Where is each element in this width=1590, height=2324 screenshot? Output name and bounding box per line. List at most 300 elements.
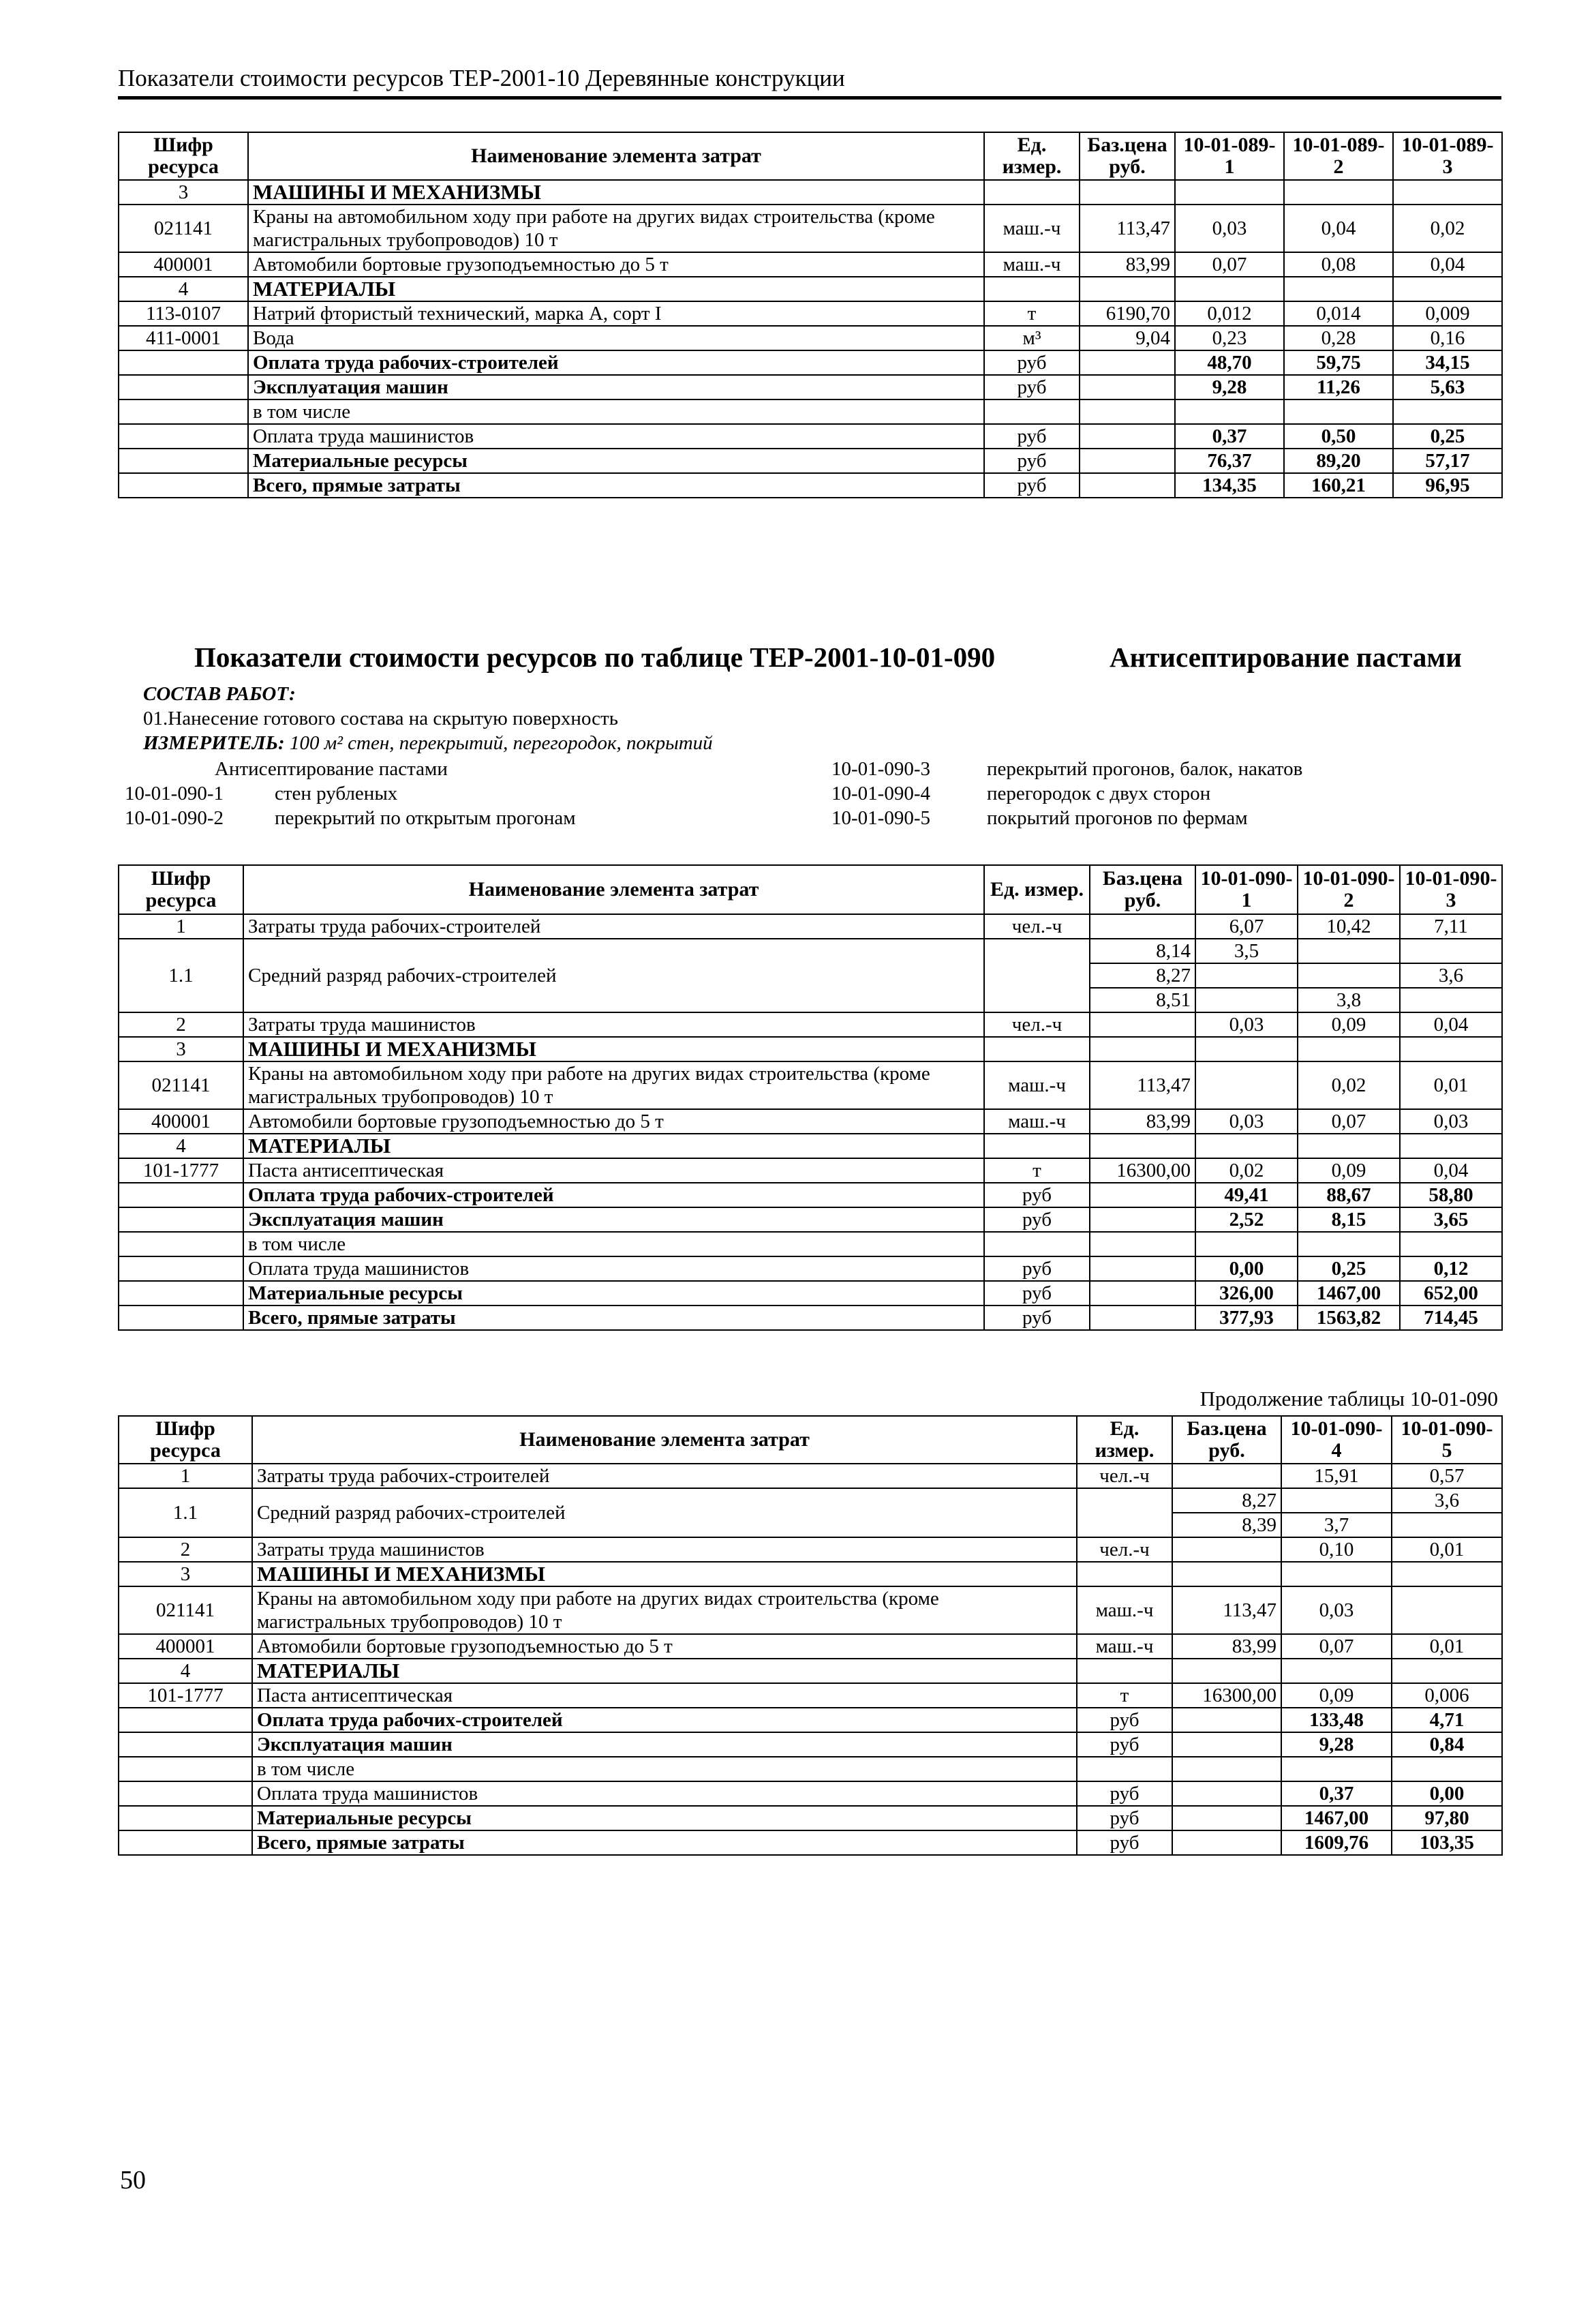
cell-norm-1: 377,93 <box>1195 1306 1298 1330</box>
table-row <box>119 1232 1502 1256</box>
table-row <box>119 1830 1502 1855</box>
cell-unit <box>984 1134 1090 1158</box>
cell-code: 021141 <box>119 1586 252 1634</box>
cell-grade: 8,27 <box>1172 1488 1281 1513</box>
cell-norm-2: 3,6 <box>1392 1488 1502 1513</box>
cell-name: Средний разряд рабочих-строителей <box>243 939 984 1012</box>
cell-norm-1: 48,70 <box>1175 350 1284 375</box>
cell-price <box>1080 350 1175 375</box>
cell-unit <box>984 399 1080 424</box>
cell-code <box>119 1781 252 1806</box>
cell-norm-3 <box>1400 1232 1502 1256</box>
cell-norm-3: 5,63 <box>1393 375 1502 399</box>
cost-table-089 <box>118 132 1503 498</box>
cell-norm-1: 15,91 <box>1281 1464 1392 1488</box>
cell-norm-2: 0,09 <box>1298 1158 1400 1183</box>
cell-norm-3 <box>1400 988 1502 1012</box>
table-header-row <box>119 1416 1502 1464</box>
cell-norm-2: 0,006 <box>1392 1683 1502 1708</box>
cell-unit: руб <box>984 424 1080 449</box>
cell-code <box>119 1207 243 1232</box>
cell-unit <box>1077 1757 1172 1781</box>
cell-norm-2 <box>1298 963 1400 988</box>
cell-unit: маш.-ч <box>984 205 1080 252</box>
cell-norm-2: 0,04 <box>1284 205 1393 252</box>
cell-code <box>119 1256 243 1281</box>
cell-price: 113,47 <box>1090 1061 1195 1109</box>
cell-code <box>119 1306 243 1330</box>
cell-name: Оплата труда рабочих-строителей <box>248 350 984 375</box>
cell-norm-1 <box>1281 1562 1392 1586</box>
cell-unit: руб <box>1077 1806 1172 1830</box>
cell-name: Материальные ресурсы <box>248 449 984 473</box>
code-1-text: стен рубленых <box>275 783 398 804</box>
table-row <box>119 1256 1502 1281</box>
cell-name: Вода <box>248 326 984 350</box>
cell-norm-3: 0,03 <box>1400 1109 1502 1134</box>
cell-norm-1: 0,03 <box>1195 1109 1298 1134</box>
cell-unit: маш.-ч <box>984 252 1080 277</box>
table-row <box>119 1134 1502 1158</box>
cell-norm-2: 8,15 <box>1298 1207 1400 1232</box>
cell-code: 113-0107 <box>119 301 248 326</box>
cell-name: МАШИНЫ И МЕХАНИЗМЫ <box>243 1037 984 1061</box>
cell-norm-1: 0,03 <box>1281 1586 1392 1634</box>
table-row <box>119 326 1502 350</box>
cell-price <box>1090 1207 1195 1232</box>
code-2-text: перекрытий по открытым прогонам <box>275 807 576 829</box>
table-row <box>119 1757 1502 1781</box>
cell-name: в том числе <box>252 1757 1077 1781</box>
cell-price <box>1080 399 1175 424</box>
col-header-name: Наименование элемента затрат <box>248 132 984 180</box>
cell-norm-2: 88,67 <box>1298 1183 1400 1207</box>
grade-row <box>119 939 1502 963</box>
cell-grade: 8,14 <box>1090 939 1195 963</box>
cell-name: Затраты труда рабочих-строителей <box>252 1464 1077 1488</box>
cell-norm-1: 0,37 <box>1175 424 1284 449</box>
cell-norm-1: 2,52 <box>1195 1207 1298 1232</box>
cell-price <box>1172 1757 1281 1781</box>
table-row <box>119 424 1502 449</box>
table-row <box>119 205 1502 252</box>
cell-name: Оплата труда рабочих-строителей <box>252 1708 1077 1732</box>
cell-name: Материальные ресурсы <box>243 1281 984 1306</box>
cell-norm-1 <box>1195 1134 1298 1158</box>
cell-price <box>1090 1134 1195 1158</box>
cell-price: 83,99 <box>1090 1109 1195 1134</box>
col-header-price: Баз.цена руб. <box>1080 132 1175 180</box>
col-header-unit: Ед. измер. <box>1077 1416 1172 1464</box>
table-row <box>119 1281 1502 1306</box>
cell-name: Затраты труда машинистов <box>252 1537 1077 1562</box>
cell-price <box>1172 1464 1281 1488</box>
cell-norm-1 <box>1175 277 1284 301</box>
col-header-norm-3: 10-01-090-3 <box>1400 865 1502 914</box>
cell-name: Автомобили бортовые грузоподъемностью до 5 т <box>243 1109 984 1134</box>
col-header-price: Баз.цена руб. <box>1172 1416 1281 1464</box>
cell-code: 3 <box>119 1037 243 1061</box>
meter-label: ИЗМЕРИТЕЛЬ: <box>143 732 285 754</box>
cell-code <box>119 1183 243 1207</box>
cell-norm-2: 10,42 <box>1298 914 1400 939</box>
col-header-norm-2: 10-01-090-2 <box>1298 865 1400 914</box>
cell-name: МАШИНЫ И МЕХАНИЗМЫ <box>252 1562 1077 1586</box>
code-3-id: 10-01-090-3 <box>831 758 930 780</box>
cell-name: Краны на автомобильном ходу при работе на других видах строительства (кроме магистральных трубопроводов) 10 т <box>252 1586 1077 1634</box>
col-header-name: Наименование элемента затрат <box>252 1416 1077 1464</box>
grade-row <box>119 1488 1502 1513</box>
cell-norm-2: 0,25 <box>1298 1256 1400 1281</box>
col-header-norm-1: 10-01-089-1 <box>1175 132 1284 180</box>
cell-price: 83,99 <box>1172 1634 1281 1659</box>
cell-norm-2: 0,09 <box>1298 1012 1400 1037</box>
col-header-code: Шифр ресурса <box>119 132 248 180</box>
cell-norm-2 <box>1392 1562 1502 1586</box>
cell-unit: руб <box>1077 1781 1172 1806</box>
cell-norm-1 <box>1195 1061 1298 1109</box>
cell-norm-3: 0,12 <box>1400 1256 1502 1281</box>
cell-norm-2 <box>1298 1232 1400 1256</box>
cell-name: Эксплуатация машин <box>252 1732 1077 1757</box>
table-row <box>119 1207 1502 1232</box>
cell-unit <box>984 180 1080 205</box>
cell-name: Средний разряд рабочих-строителей <box>252 1488 1077 1537</box>
table-row <box>119 1562 1502 1586</box>
cell-code: 101-1777 <box>119 1158 243 1183</box>
cell-norm-1: 9,28 <box>1175 375 1284 399</box>
cell-norm-2: 0,00 <box>1392 1781 1502 1806</box>
table-row <box>119 1306 1502 1330</box>
cell-norm-1 <box>1195 1232 1298 1256</box>
cell-name: МАТЕРИАЛЫ <box>248 277 984 301</box>
cost-table-090-continued <box>118 1415 1503 1856</box>
cell-name: МАШИНЫ И МЕХАНИЗМЫ <box>248 180 984 205</box>
cell-price <box>1172 1830 1281 1855</box>
code-3 <box>831 757 1303 781</box>
cell-price <box>1090 1232 1195 1256</box>
table-row <box>119 399 1502 424</box>
cell-norm-3: 34,15 <box>1393 350 1502 375</box>
cell-norm-2: 0,01 <box>1392 1634 1502 1659</box>
cell-price: 16300,00 <box>1172 1683 1281 1708</box>
cell-name: Оплата труда машинистов <box>252 1781 1077 1806</box>
code-3-text: перекрытий прогонов, балок, накатов <box>987 758 1303 780</box>
cell-unit: руб <box>984 473 1080 498</box>
cell-norm-3: 57,17 <box>1393 449 1502 473</box>
cell-unit: чел.-ч <box>1077 1464 1172 1488</box>
cell-code <box>119 1281 243 1306</box>
cell-norm-1 <box>1195 963 1298 988</box>
table-row <box>119 1037 1502 1061</box>
cell-norm-2: 1467,00 <box>1298 1281 1400 1306</box>
cell-name: МАТЕРИАЛЫ <box>252 1659 1077 1683</box>
cell-name: Краны на автомобильном ходу при работе на других видах строительства (кроме магистральных трубопроводов) 10 т <box>248 205 984 252</box>
cell-norm-3 <box>1400 1037 1502 1061</box>
cell-code <box>119 350 248 375</box>
table-row <box>119 1183 1502 1207</box>
cell-code <box>119 449 248 473</box>
col-header-name: Наименование элемента затрат <box>243 865 984 914</box>
cell-code <box>119 1232 243 1256</box>
cell-price <box>1172 1708 1281 1732</box>
cell-code: 400001 <box>119 1109 243 1134</box>
cell-code: 4 <box>119 1659 252 1683</box>
cell-code: 400001 <box>119 252 248 277</box>
cell-price: 9,04 <box>1080 326 1175 350</box>
table-row <box>119 1537 1502 1562</box>
cell-price <box>1090 1037 1195 1061</box>
cell-unit: руб <box>1077 1830 1172 1855</box>
code-5 <box>831 806 1248 830</box>
cell-price <box>1080 375 1175 399</box>
cell-name: Натрий фтористый технический, марка А, сорт I <box>248 301 984 326</box>
cell-norm-1 <box>1175 180 1284 205</box>
cell-name: Оплата труда рабочих-строителей <box>243 1183 984 1207</box>
cell-price <box>1172 1537 1281 1562</box>
cell-norm-3: 3,65 <box>1400 1207 1502 1232</box>
cell-name: Автомобили бортовые грузоподъемностью до 5 т <box>248 252 984 277</box>
cell-name: Всего, прямые затраты <box>243 1306 984 1330</box>
cell-code: 1 <box>119 914 243 939</box>
cell-norm-1: 0,03 <box>1175 205 1284 252</box>
cell-unit: руб <box>984 1306 1090 1330</box>
table-row <box>119 277 1502 301</box>
code-1 <box>125 781 398 806</box>
col-header-norm-2: 10-01-089-2 <box>1284 132 1393 180</box>
cell-unit: руб <box>984 350 1080 375</box>
work-composition <box>143 682 296 706</box>
table-header-row <box>119 132 1502 180</box>
cell-unit: т <box>984 1158 1090 1183</box>
cell-code: 1.1 <box>119 1488 252 1537</box>
table-row <box>119 1732 1502 1757</box>
cell-code: 1.1 <box>119 939 243 1012</box>
cell-unit: м³ <box>984 326 1080 350</box>
cell-norm-1 <box>1281 1488 1392 1513</box>
cell-price <box>1090 1281 1195 1306</box>
cell-code <box>119 424 248 449</box>
cell-grade: 8,51 <box>1090 988 1195 1012</box>
cell-name: Всего, прямые затраты <box>252 1830 1077 1855</box>
code-5-text: покрытий прогонов по фермам <box>987 807 1248 829</box>
table-row <box>119 350 1502 375</box>
cell-norm-2: 0,07 <box>1298 1109 1400 1134</box>
work-label: СОСТАВ РАБОТ: <box>143 683 296 705</box>
cell-price <box>1172 1781 1281 1806</box>
cell-unit: маш.-ч <box>984 1109 1090 1134</box>
page-number: 50 <box>120 2166 146 2194</box>
table-row <box>119 375 1502 399</box>
cell-name: Эксплуатация машин <box>243 1207 984 1232</box>
table-row <box>119 1158 1502 1183</box>
cell-unit: руб <box>984 1183 1090 1207</box>
cell-norm-1 <box>1195 988 1298 1012</box>
cell-price <box>1080 277 1175 301</box>
meter-text: 100 м² стен, перекрытий, перегородок, покрытий <box>289 732 713 754</box>
cell-norm-2 <box>1284 399 1393 424</box>
cell-norm-2: 0,02 <box>1298 1061 1400 1109</box>
table-row <box>119 914 1502 939</box>
cell-norm-1: 0,012 <box>1175 301 1284 326</box>
table-row <box>119 1683 1502 1708</box>
cell-norm-1: 134,35 <box>1175 473 1284 498</box>
cell-norm-3: 96,95 <box>1393 473 1502 498</box>
cell-price <box>1080 449 1175 473</box>
table-row <box>119 1012 1502 1037</box>
cell-norm-3: 0,04 <box>1400 1012 1502 1037</box>
cell-norm-1 <box>1175 399 1284 424</box>
section-subject: Антисептирование пастами <box>1110 642 1462 673</box>
cell-norm-2: 0,01 <box>1392 1537 1502 1562</box>
cell-price: 16300,00 <box>1090 1158 1195 1183</box>
cell-price <box>1090 1012 1195 1037</box>
cell-code: 1 <box>119 1464 252 1488</box>
cell-unit: чел.-ч <box>984 1012 1090 1037</box>
cell-price <box>1172 1732 1281 1757</box>
cell-unit <box>984 1232 1090 1256</box>
cell-unit <box>1077 1488 1172 1537</box>
cell-unit <box>984 939 1090 1012</box>
cell-price <box>1080 424 1175 449</box>
col-header-unit: Ед. измер. <box>984 865 1090 914</box>
cell-norm-2: 4,71 <box>1392 1708 1502 1732</box>
table-row <box>119 180 1502 205</box>
cell-norm-3: 0,04 <box>1400 1158 1502 1183</box>
cell-code <box>119 399 248 424</box>
col-header-norm-4: 10-01-090-4 <box>1281 1416 1392 1464</box>
cell-norm-2 <box>1298 939 1400 963</box>
cell-norm-3: 7,11 <box>1400 914 1502 939</box>
cell-name: Эксплуатация машин <box>248 375 984 399</box>
cell-norm-2: 0,28 <box>1284 326 1393 350</box>
cell-price: 83,99 <box>1080 252 1175 277</box>
col-header-code: Шифр ресурса <box>119 1416 252 1464</box>
cell-code: 3 <box>119 1562 252 1586</box>
table-row <box>119 1806 1502 1830</box>
cell-norm-3: 0,16 <box>1393 326 1502 350</box>
table-row <box>119 1708 1502 1732</box>
cell-code <box>119 1830 252 1855</box>
cell-unit: руб <box>1077 1732 1172 1757</box>
cell-unit <box>984 277 1080 301</box>
table-row <box>119 252 1502 277</box>
cell-code <box>119 1708 252 1732</box>
cell-unit: маш.-ч <box>984 1061 1090 1109</box>
cell-norm-2: 0,014 <box>1284 301 1393 326</box>
cell-norm-3: 652,00 <box>1400 1281 1502 1306</box>
cell-code <box>119 1757 252 1781</box>
cell-norm-1: 3,5 <box>1195 939 1298 963</box>
table-row <box>119 1464 1502 1488</box>
cell-code: 4 <box>119 277 248 301</box>
cell-price <box>1090 914 1195 939</box>
cell-name: Оплата труда машинистов <box>248 424 984 449</box>
cell-grade: 8,39 <box>1172 1513 1281 1537</box>
cell-code: 101-1777 <box>119 1683 252 1708</box>
cell-code: 021141 <box>119 1061 243 1109</box>
cell-unit <box>1077 1562 1172 1586</box>
cell-norm-1: 1609,76 <box>1281 1830 1392 1855</box>
cell-norm-3: 0,009 <box>1393 301 1502 326</box>
work-item: 01.Нанесение готового состава на скрытую поверхность <box>143 708 618 729</box>
cell-code: 021141 <box>119 205 248 252</box>
cell-norm-2 <box>1392 1659 1502 1683</box>
code-4-id: 10-01-090-4 <box>831 783 930 804</box>
code-4 <box>831 781 1211 806</box>
cell-norm-1: 0,10 <box>1281 1537 1392 1562</box>
table-row <box>119 1634 1502 1659</box>
section-title: Показатели стоимости ресурсов по таблице ТЕР-2001-10-01-090 <box>194 642 996 673</box>
table-row <box>119 1781 1502 1806</box>
cell-code: 2 <box>119 1012 243 1037</box>
cell-norm-3 <box>1400 939 1502 963</box>
cell-unit <box>984 1037 1090 1061</box>
cell-norm-2: 0,84 <box>1392 1732 1502 1757</box>
cell-price: 113,47 <box>1080 205 1175 252</box>
cell-norm-2: 0,57 <box>1392 1464 1502 1488</box>
table-header-row <box>119 865 1502 914</box>
running-header: Показатели стоимости ресурсов ТЕР-2001-10 Деревянные конструкции <box>118 63 1501 100</box>
cell-price <box>1172 1806 1281 1830</box>
col-header-norm-3: 10-01-089-3 <box>1393 132 1502 180</box>
cell-norm-1: 0,23 <box>1175 326 1284 350</box>
col-header-unit: Ед. измер. <box>984 132 1080 180</box>
cell-norm-2: 3,8 <box>1298 988 1400 1012</box>
cell-norm-1: 3,7 <box>1281 1513 1392 1537</box>
cell-norm-3: 714,45 <box>1400 1306 1502 1330</box>
cell-name: в том числе <box>248 399 984 424</box>
cell-norm-1 <box>1281 1659 1392 1683</box>
cell-norm-2: 0,50 <box>1284 424 1393 449</box>
cell-norm-1: 0,03 <box>1195 1012 1298 1037</box>
cell-norm-3: 0,02 <box>1393 205 1502 252</box>
table-row <box>119 449 1502 473</box>
col-header-code: Шифр ресурса <box>119 865 243 914</box>
table-row <box>119 1061 1502 1109</box>
cell-price <box>1080 473 1175 498</box>
table-row <box>119 301 1502 326</box>
cell-name: МАТЕРИАЛЫ <box>243 1134 984 1158</box>
cell-norm-2: 1563,82 <box>1298 1306 1400 1330</box>
cell-norm-1 <box>1281 1757 1392 1781</box>
cell-price: 6190,70 <box>1080 301 1175 326</box>
cell-code <box>119 473 248 498</box>
cell-unit: чел.-ч <box>1077 1537 1172 1562</box>
cell-norm-1: 0,07 <box>1175 252 1284 277</box>
cell-norm-1: 0,02 <box>1195 1158 1298 1183</box>
cell-name: в том числе <box>243 1232 984 1256</box>
cell-norm-2 <box>1392 1757 1502 1781</box>
code-2-id: 10-01-090-2 <box>125 807 224 829</box>
cell-unit: руб <box>984 375 1080 399</box>
cell-price <box>1172 1659 1281 1683</box>
cell-norm-3: 3,6 <box>1400 963 1502 988</box>
section-subtitle: Антисептирование пастами <box>215 758 448 780</box>
col-header-price: Баз.цена руб. <box>1090 865 1195 914</box>
cell-price <box>1172 1562 1281 1586</box>
cell-price <box>1090 1256 1195 1281</box>
cell-norm-2 <box>1392 1586 1502 1634</box>
cell-unit: руб <box>1077 1708 1172 1732</box>
cell-unit: маш.-ч <box>1077 1586 1172 1634</box>
cell-norm-3 <box>1393 399 1502 424</box>
cell-norm-1: 9,28 <box>1281 1732 1392 1757</box>
cell-unit: т <box>984 301 1080 326</box>
cell-code: 411-0001 <box>119 326 248 350</box>
cell-code: 2 <box>119 1537 252 1562</box>
cell-norm-1: 76,37 <box>1175 449 1284 473</box>
